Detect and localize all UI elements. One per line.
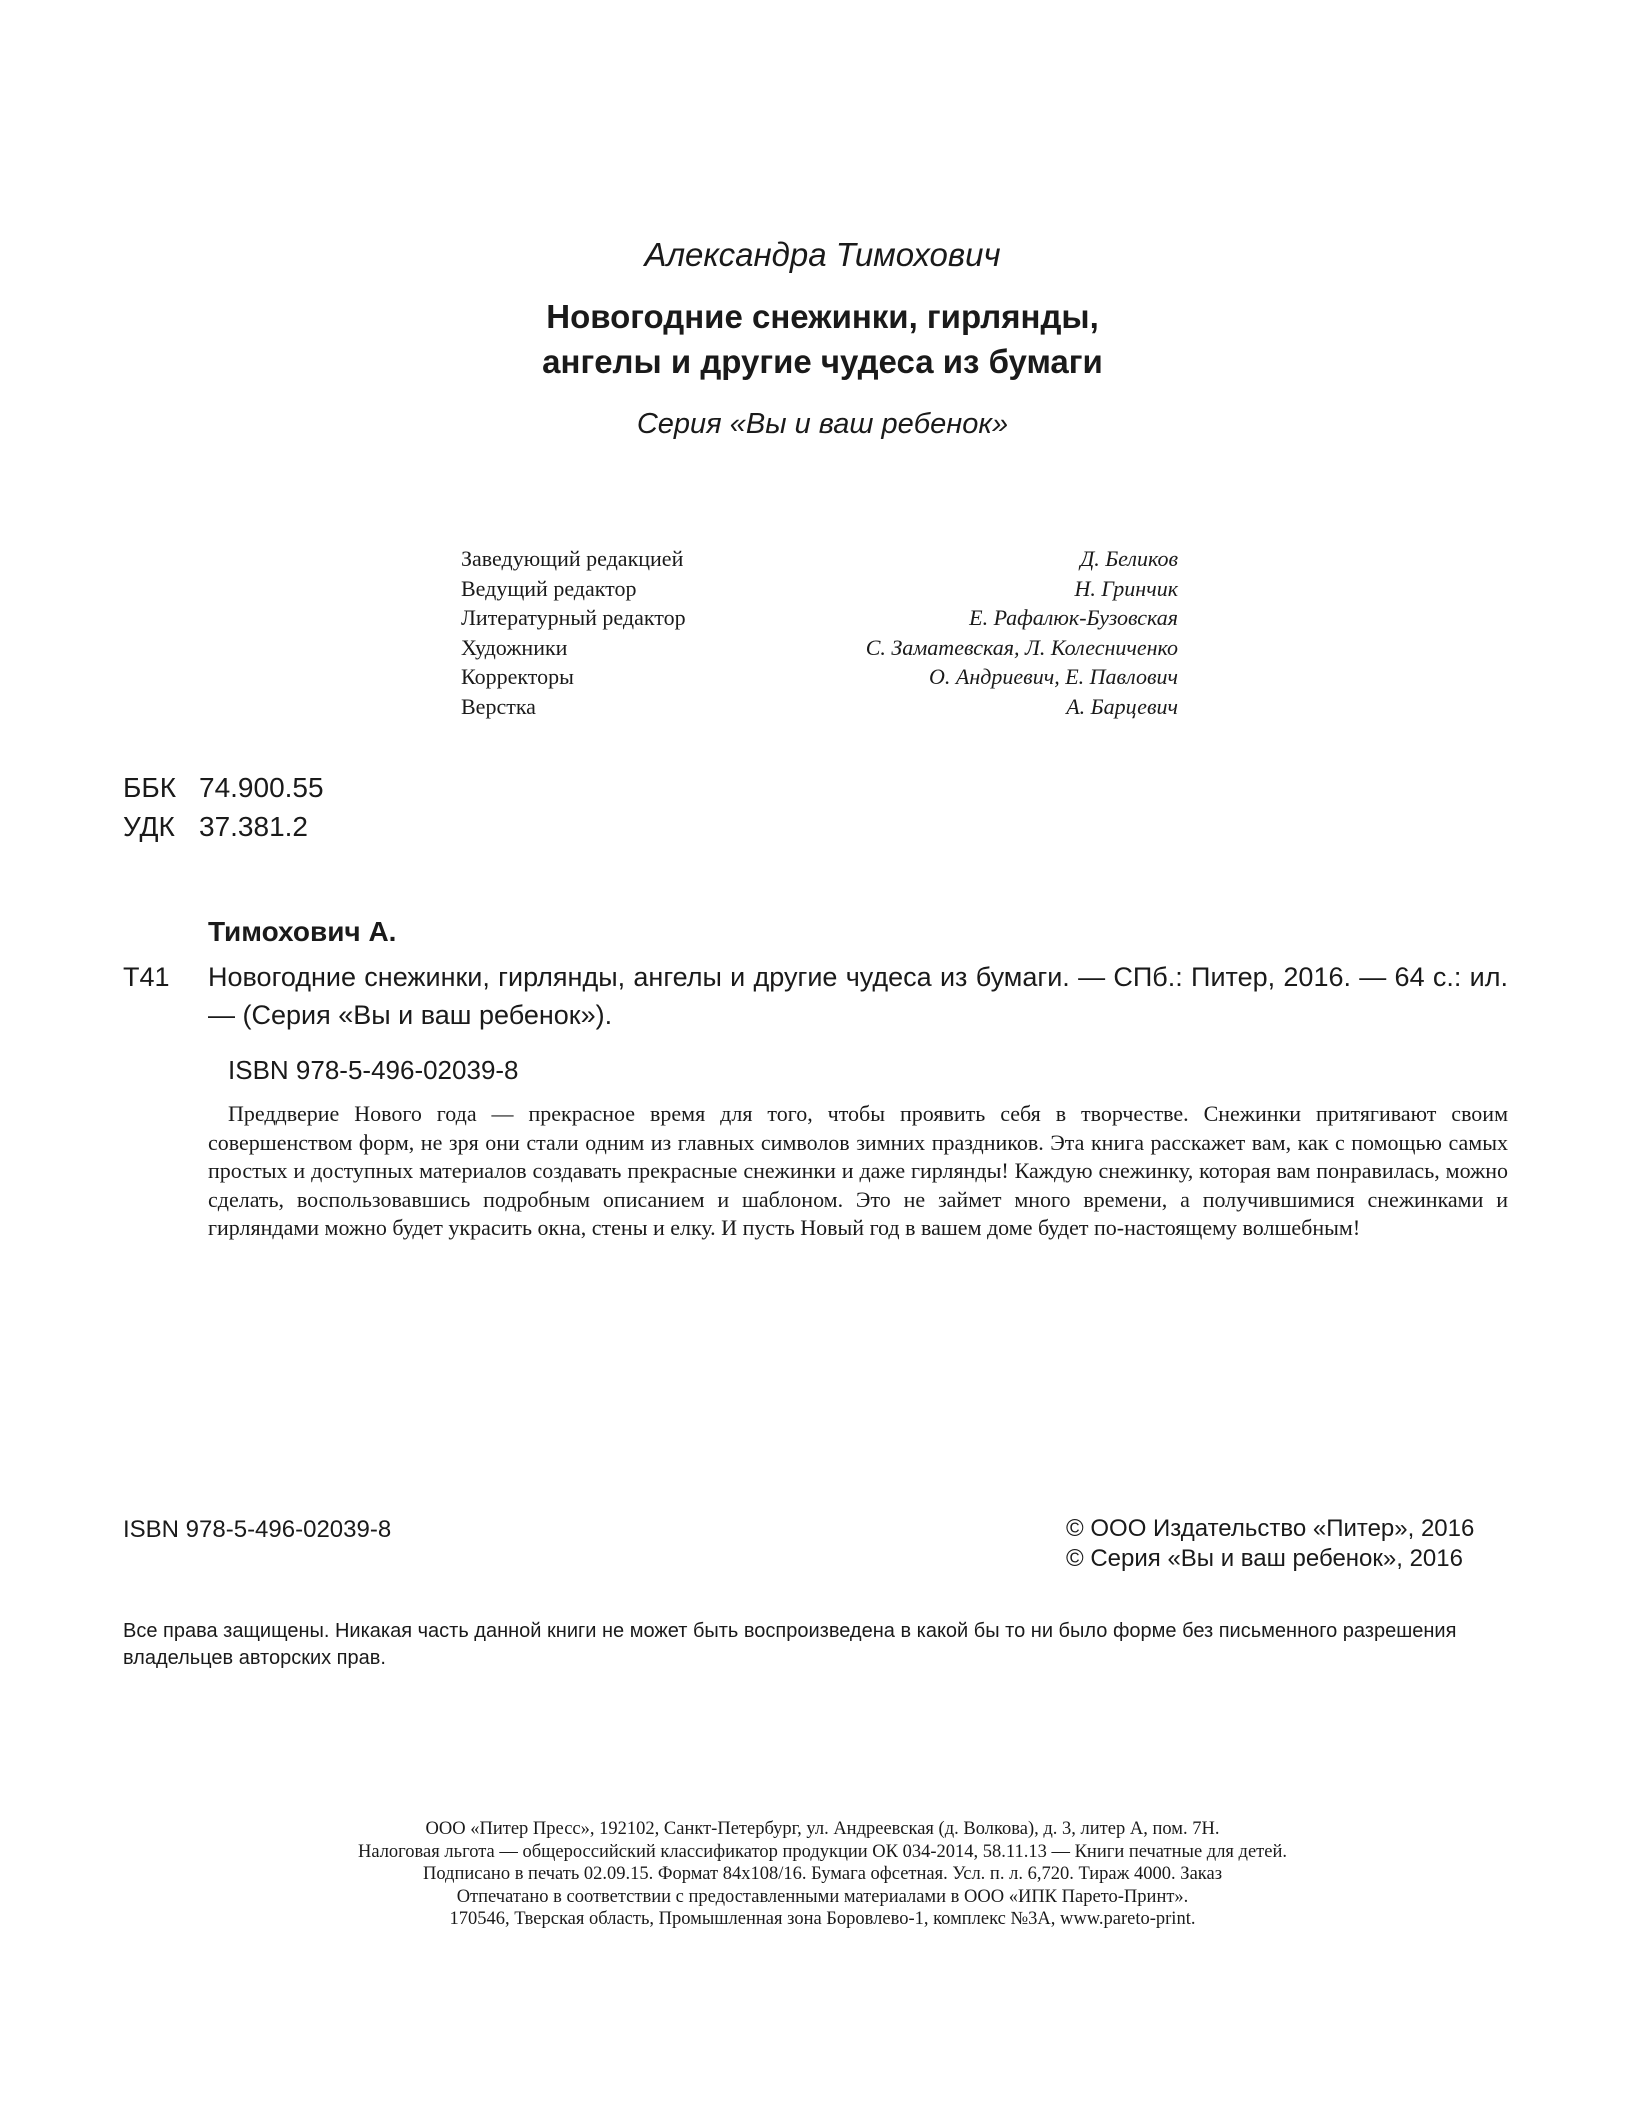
biblio-author-mark: Т41 — [123, 962, 170, 992]
credit-name: С. Заматевская, Л. Колесниченко — [865, 634, 1178, 660]
copyright-line: © ООО Издательство «Питер», 2016 — [1066, 1515, 1475, 1542]
book-series: Серия «Вы и ваш ребенок» — [636, 408, 1009, 440]
credit-role: Заведующий редакцией — [461, 546, 684, 571]
bbk-code: 74.900.55 — [199, 772, 324, 803]
biblio-isbn: ISBN 978-5-496-02039-8 — [228, 1055, 519, 1085]
publisher-imprint — [0, 1818, 1645, 1931]
bbk-code-row — [123, 768, 324, 807]
credit-row — [461, 662, 1178, 692]
copyright-block — [1066, 1514, 1474, 1574]
credit-name: Е. Рафалюк-Бузовская — [969, 605, 1178, 630]
book-title-line-2: ангелы и другие чудеса из бумаги — [542, 343, 1103, 380]
credit-name: Д. Беликов — [1080, 546, 1178, 571]
udk-code: 37.381.2 — [199, 811, 308, 842]
udk-label: УДК — [123, 811, 175, 842]
credit-role: Ведущий редактор — [461, 575, 637, 601]
credit-row — [461, 603, 1178, 633]
imprint-line: ООО «Питер Пресс», 192102, Санкт-Петербург, ул. Андреевская (д. Волкова), д. 3, литер А, пом. 7Н. — [425, 1819, 1220, 1839]
biblio-description: Новогодние снежинки, гирлянды, ангелы и другие чудеса из бумаги. — СПб.: Питер, 2016. — 64 с.: ил. — (Серия «Вы и ваш ребенок»). — [208, 962, 1508, 1030]
udk-code-row — [123, 807, 324, 846]
book-author: Александра Тимохович — [644, 236, 1001, 273]
credit-role: Литературный редактор — [461, 605, 686, 630]
credit-name: А. Барцевич — [1066, 693, 1178, 719]
book-annotation: Преддверие Нового года — прекрасное время для того, чтобы проявить себя в творчестве. Снежинки притягивают своим совершенством форм, не зря они стали одним из главных символов зимних праздников. Эта книга расскажет вам, как с помощью самых простых и доступных материалов создавать прекрасные снежинки и даже гирлянды! Каждую снежинку, которая вам понравилась, можно сделать, воспользовавшись подробным описанием и шаблоном. Это не займет много времени, а получившимися снежинками и гирляндами можно будет украсить окна, стены и елку. И пусть Новый год в вашем доме будет по-настоящему волшебным! — [208, 1101, 1508, 1240]
credit-row — [461, 544, 1178, 574]
credit-role: Верстка — [461, 693, 536, 719]
credit-role: Художники — [461, 634, 568, 660]
isbn-footer: ISBN 978-5-496-02039-8 — [123, 1516, 392, 1543]
book-title — [0, 294, 1645, 384]
classification-codes — [123, 768, 324, 846]
biblio-author: Тимохович А. — [208, 916, 397, 947]
book-title-line-1: Новогодние снежинки, гирлянды, — [546, 298, 1099, 335]
credit-row — [461, 692, 1178, 722]
credit-role: Корректоры — [461, 664, 574, 689]
credit-name: О. Андриевич, Е. Павлович — [929, 664, 1178, 689]
imprint-line: Отпечатано в соответствии с предоставленными материалами в ООО «ИПК Парето-Принт». — [456, 1886, 1189, 1907]
imprint-line: 170546, Тверская область, Промышленная зона Боровлево-1, комплекс №3А, www.pareto-print. — [449, 1909, 1196, 1929]
imprint-line: Подписано в печать 02.09.15. Формат 84х108/16. Бумага офсетная. Усл. п. л. 6,720. Тираж 4000. Заказ — [422, 1864, 1223, 1884]
credit-row — [461, 574, 1178, 604]
copyright-line: © Серия «Вы и ваш ребенок», 2016 — [1066, 1545, 1463, 1572]
bbk-label: ББК — [123, 772, 177, 803]
rights-notice: Все права защищены. Никакая часть данной книги не может быть воспроизведена в какой бы то ни было форме без письменного разрешения владельцев авторских прав. — [123, 1620, 1457, 1669]
credit-name: Н. Гринчик — [1074, 575, 1178, 601]
credit-row — [461, 633, 1178, 663]
imprint-line: Налоговая льгота — общероссийский классификатор продукции ОК 034-2014, 58.11.13 — Книги печатные для детей. — [357, 1841, 1288, 1862]
editorial-credits — [461, 544, 1178, 721]
